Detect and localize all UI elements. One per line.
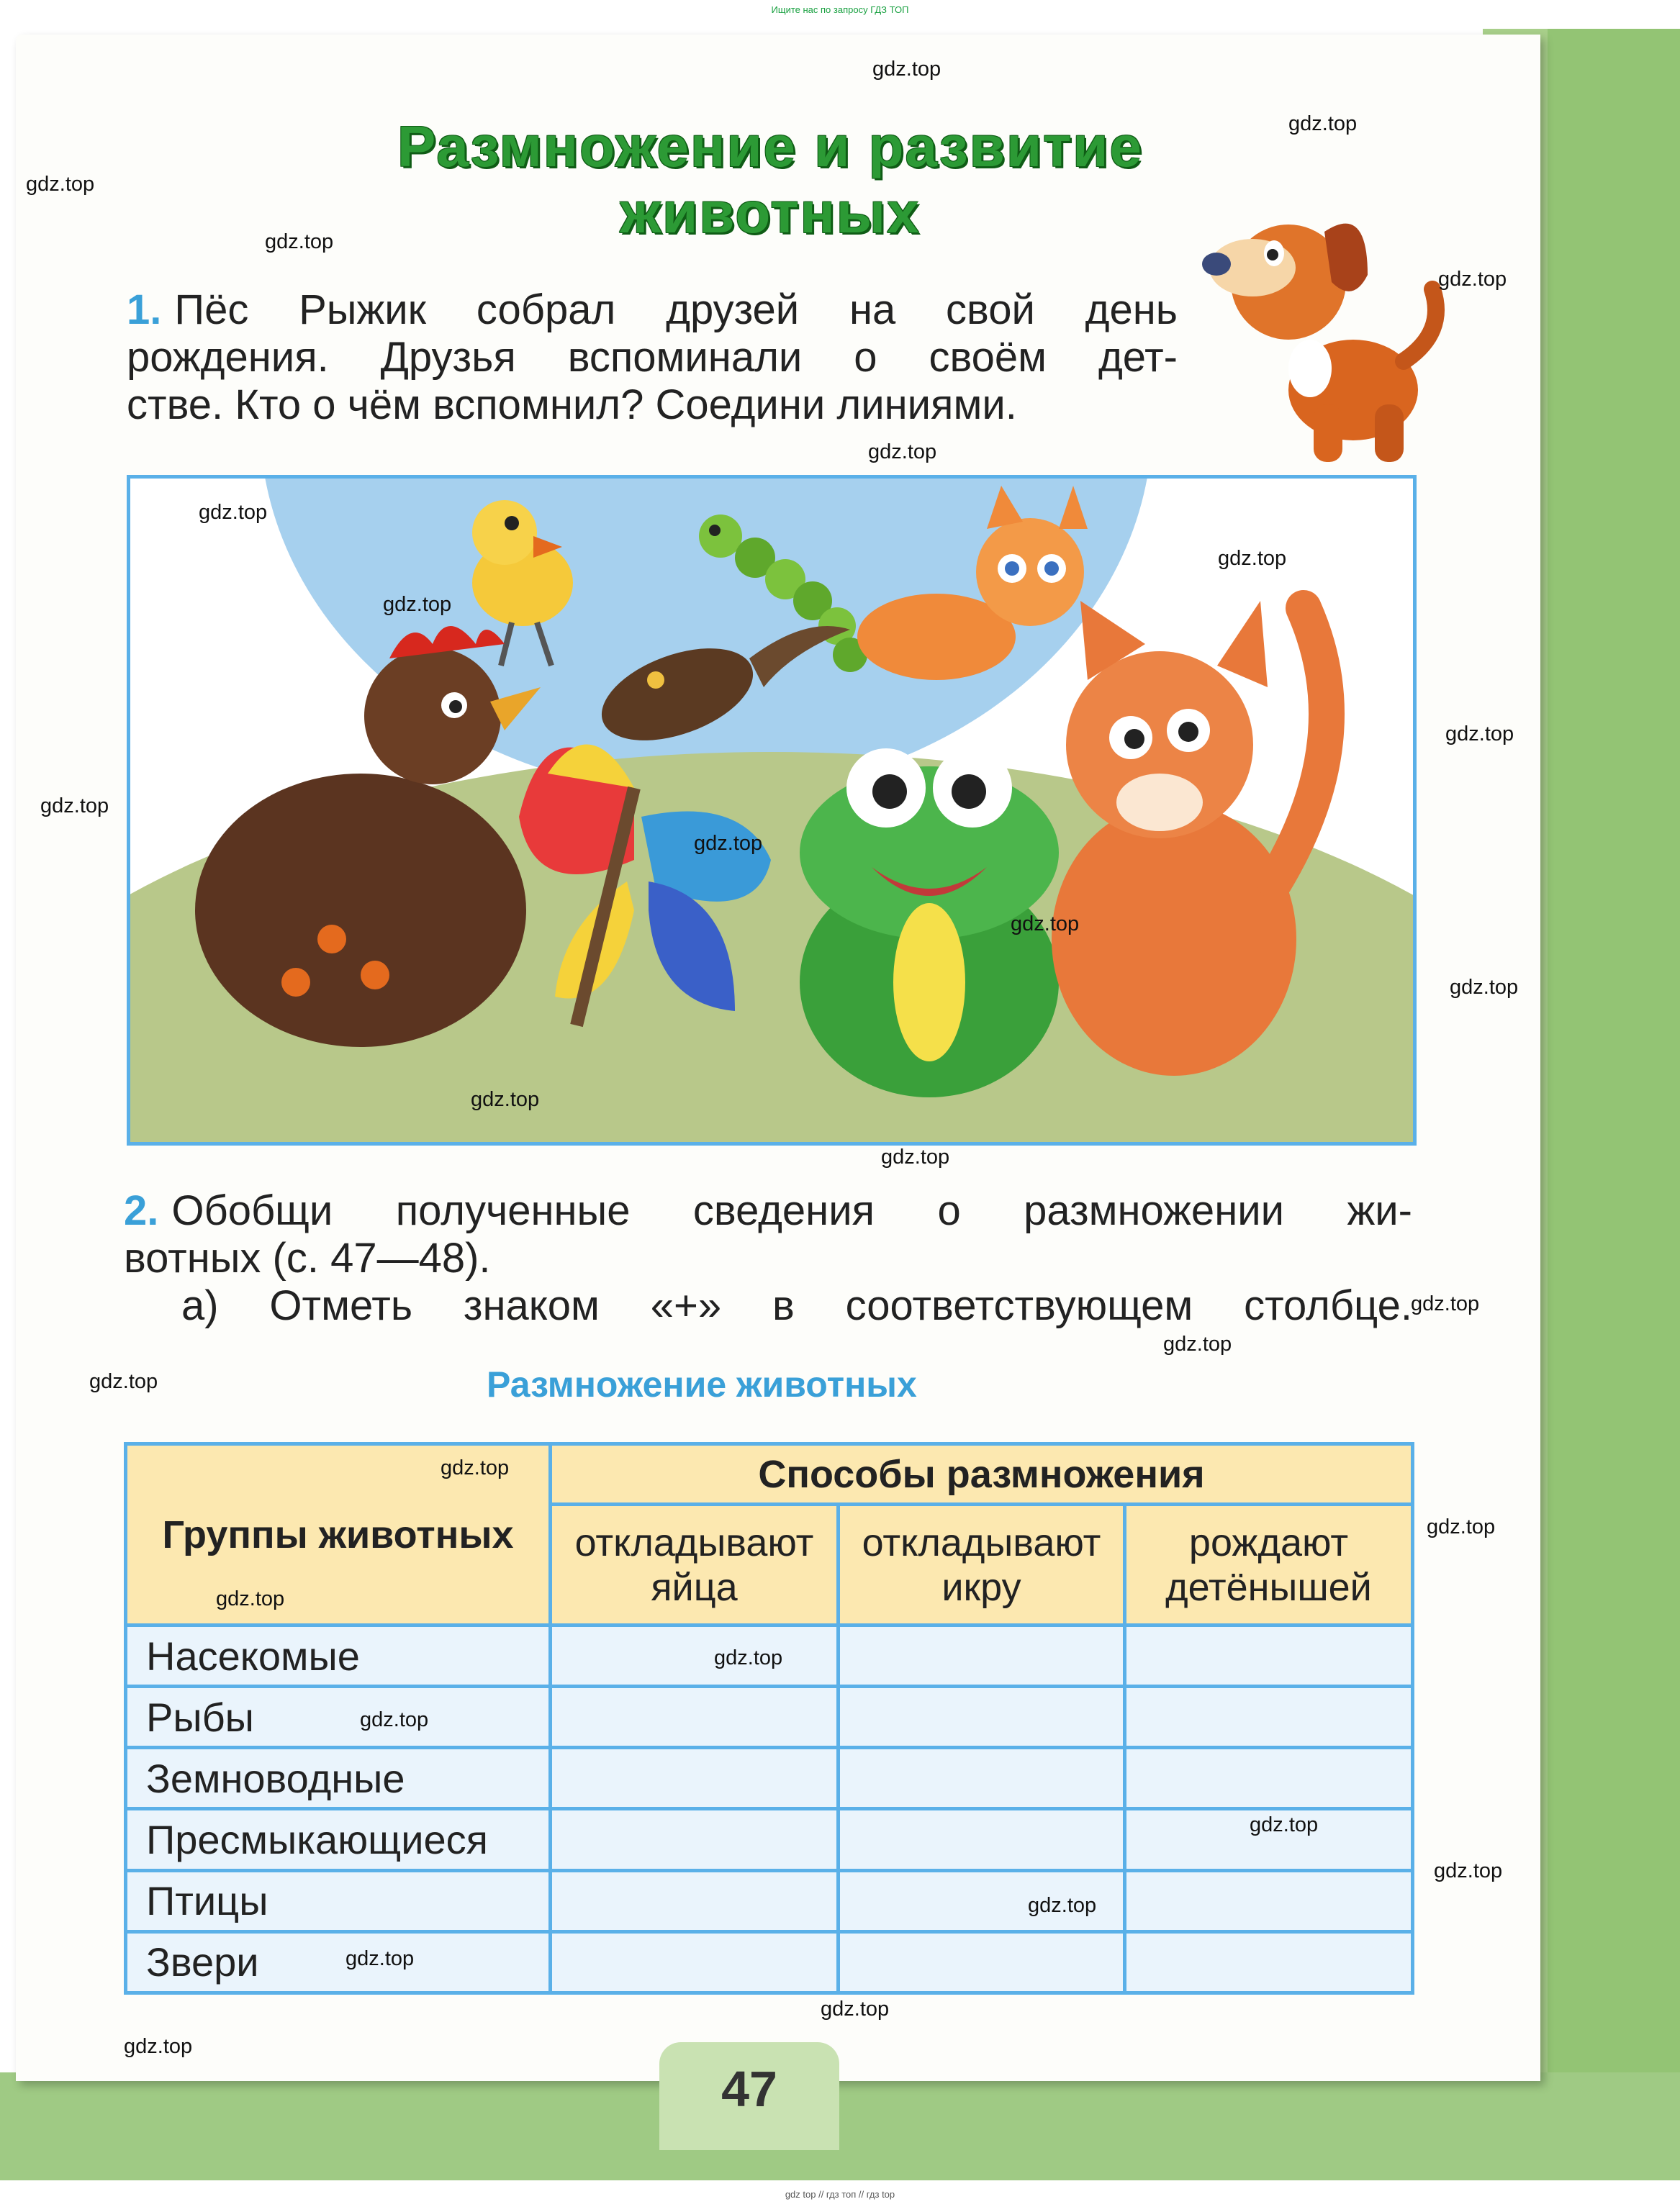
column-header-spawn: откладывают икру [839, 1505, 1125, 1626]
header-note: Ищите нас по запросу ГДЗ ТОП [771, 4, 909, 15]
row-label: Звери [126, 1931, 551, 1993]
answer-cell[interactable] [839, 1809, 1125, 1870]
task-2-number: 2. [124, 1187, 159, 1234]
page-number: 47 [659, 2042, 839, 2150]
answer-cell[interactable] [839, 1626, 1125, 1687]
watermark: gdz.top [1011, 912, 1080, 935]
watermark: gdz.top [694, 832, 763, 855]
watermark: gdz.top [346, 1947, 415, 1970]
task-1-line-3: стве. Кто о чём вспомнил? Соедини линиями. [127, 381, 1017, 428]
watermark: gdz.top [26, 173, 95, 196]
watermark: gdz.top [1434, 1859, 1503, 1882]
table-row [126, 1870, 1413, 1931]
methods-header: Способы размножения [551, 1444, 1413, 1505]
watermark: gdz.top [1445, 722, 1514, 745]
watermark: gdz.top [216, 1587, 285, 1610]
watermark: gdz.top [1288, 112, 1358, 135]
row-label: Пресмыкающиеся [126, 1809, 551, 1870]
watermark: gdz.top [821, 1998, 890, 2021]
watermark: gdz.top [1427, 1515, 1496, 1538]
watermark: gdz.top [1438, 268, 1507, 291]
watermark: gdz.top [471, 1088, 540, 1111]
task-1-line-2: рождения. Друзья вспоминали о своём дет- [127, 334, 1178, 381]
row-label: Рыбы [126, 1687, 551, 1748]
watermark: gdz.top [360, 1708, 429, 1731]
watermark: gdz.top [881, 1146, 950, 1169]
answer-cell[interactable] [839, 1931, 1125, 1993]
table-row [126, 1748, 1413, 1809]
watermark: gdz.top [441, 1456, 510, 1479]
table-row [126, 1809, 1413, 1870]
table-row [126, 1687, 1413, 1748]
group-header: Группы животных [126, 1444, 551, 1626]
row-label: Насекомые [126, 1626, 551, 1687]
watermark: gdz.top [1411, 1292, 1480, 1315]
answer-cell[interactable] [1125, 1931, 1413, 1993]
watermark: gdz.top [872, 58, 941, 81]
watermark: gdz.top [40, 794, 109, 817]
watermark: gdz.top [714, 1646, 783, 1669]
row-label: Птицы [126, 1870, 551, 1931]
watermark: gdz.top [1218, 547, 1287, 570]
answer-cell[interactable] [551, 1687, 839, 1748]
task-2 [124, 1187, 1412, 1330]
row-label: Земноводные [126, 1748, 551, 1809]
column-header-eggs: откладывают яйца [551, 1505, 839, 1626]
answer-cell[interactable] [1125, 1748, 1413, 1809]
animal-scene [130, 479, 1413, 1142]
page-title-line-1: Размножение и развитие [397, 114, 1143, 178]
hen-icon [195, 626, 541, 1047]
watermark: gdz.top [124, 2035, 193, 2058]
dog-illustration [1188, 189, 1447, 469]
column-header-live-birth: рождают детёнышей [1125, 1505, 1413, 1626]
task-2-line-1: 2. Обобщи полученные сведения о размножении жи- [124, 1187, 1412, 1234]
answer-cell[interactable] [551, 1870, 839, 1931]
watermark: gdz.top [1028, 1894, 1097, 1917]
footer-note: gdz top // гдз топ // гдз top [785, 2189, 895, 2200]
watermark: gdz.top [1450, 976, 1519, 999]
answer-cell[interactable] [551, 1626, 839, 1687]
watermark: gdz.top [1250, 1813, 1319, 1836]
watermark: gdz.top [265, 230, 334, 253]
table-caption: Размножение животных [487, 1364, 917, 1405]
task-1 [127, 286, 1178, 429]
watermark: gdz.top [199, 501, 268, 524]
table-row [126, 1931, 1413, 1993]
answer-cell[interactable] [1125, 1687, 1413, 1748]
answer-cell[interactable] [551, 1809, 839, 1870]
watermark: gdz.top [1163, 1333, 1232, 1356]
animal-illustration [127, 475, 1417, 1146]
answer-cell[interactable] [1125, 1626, 1413, 1687]
answer-cell[interactable] [1125, 1870, 1413, 1931]
task-1-number: 1. [127, 286, 162, 333]
answer-cell[interactable] [839, 1748, 1125, 1809]
task-2-line-3: а) Отметь знаком «+» в соответствующем столбце. [181, 1282, 1412, 1329]
answer-cell[interactable] [551, 1931, 839, 1993]
task-1-line-1: 1. Пёс Рыжик собрал друзей на свой день [127, 286, 1178, 333]
task-2-line-2: вотных (с. 47—48). [124, 1235, 491, 1282]
watermark: gdz.top [89, 1370, 158, 1393]
reproduction-table [124, 1442, 1414, 1995]
watermark: gdz.top [383, 593, 452, 616]
answer-cell[interactable] [839, 1687, 1125, 1748]
watermark: gdz.top [868, 440, 937, 463]
page-title-line-2: животных [620, 181, 921, 245]
answer-cell[interactable] [551, 1748, 839, 1809]
